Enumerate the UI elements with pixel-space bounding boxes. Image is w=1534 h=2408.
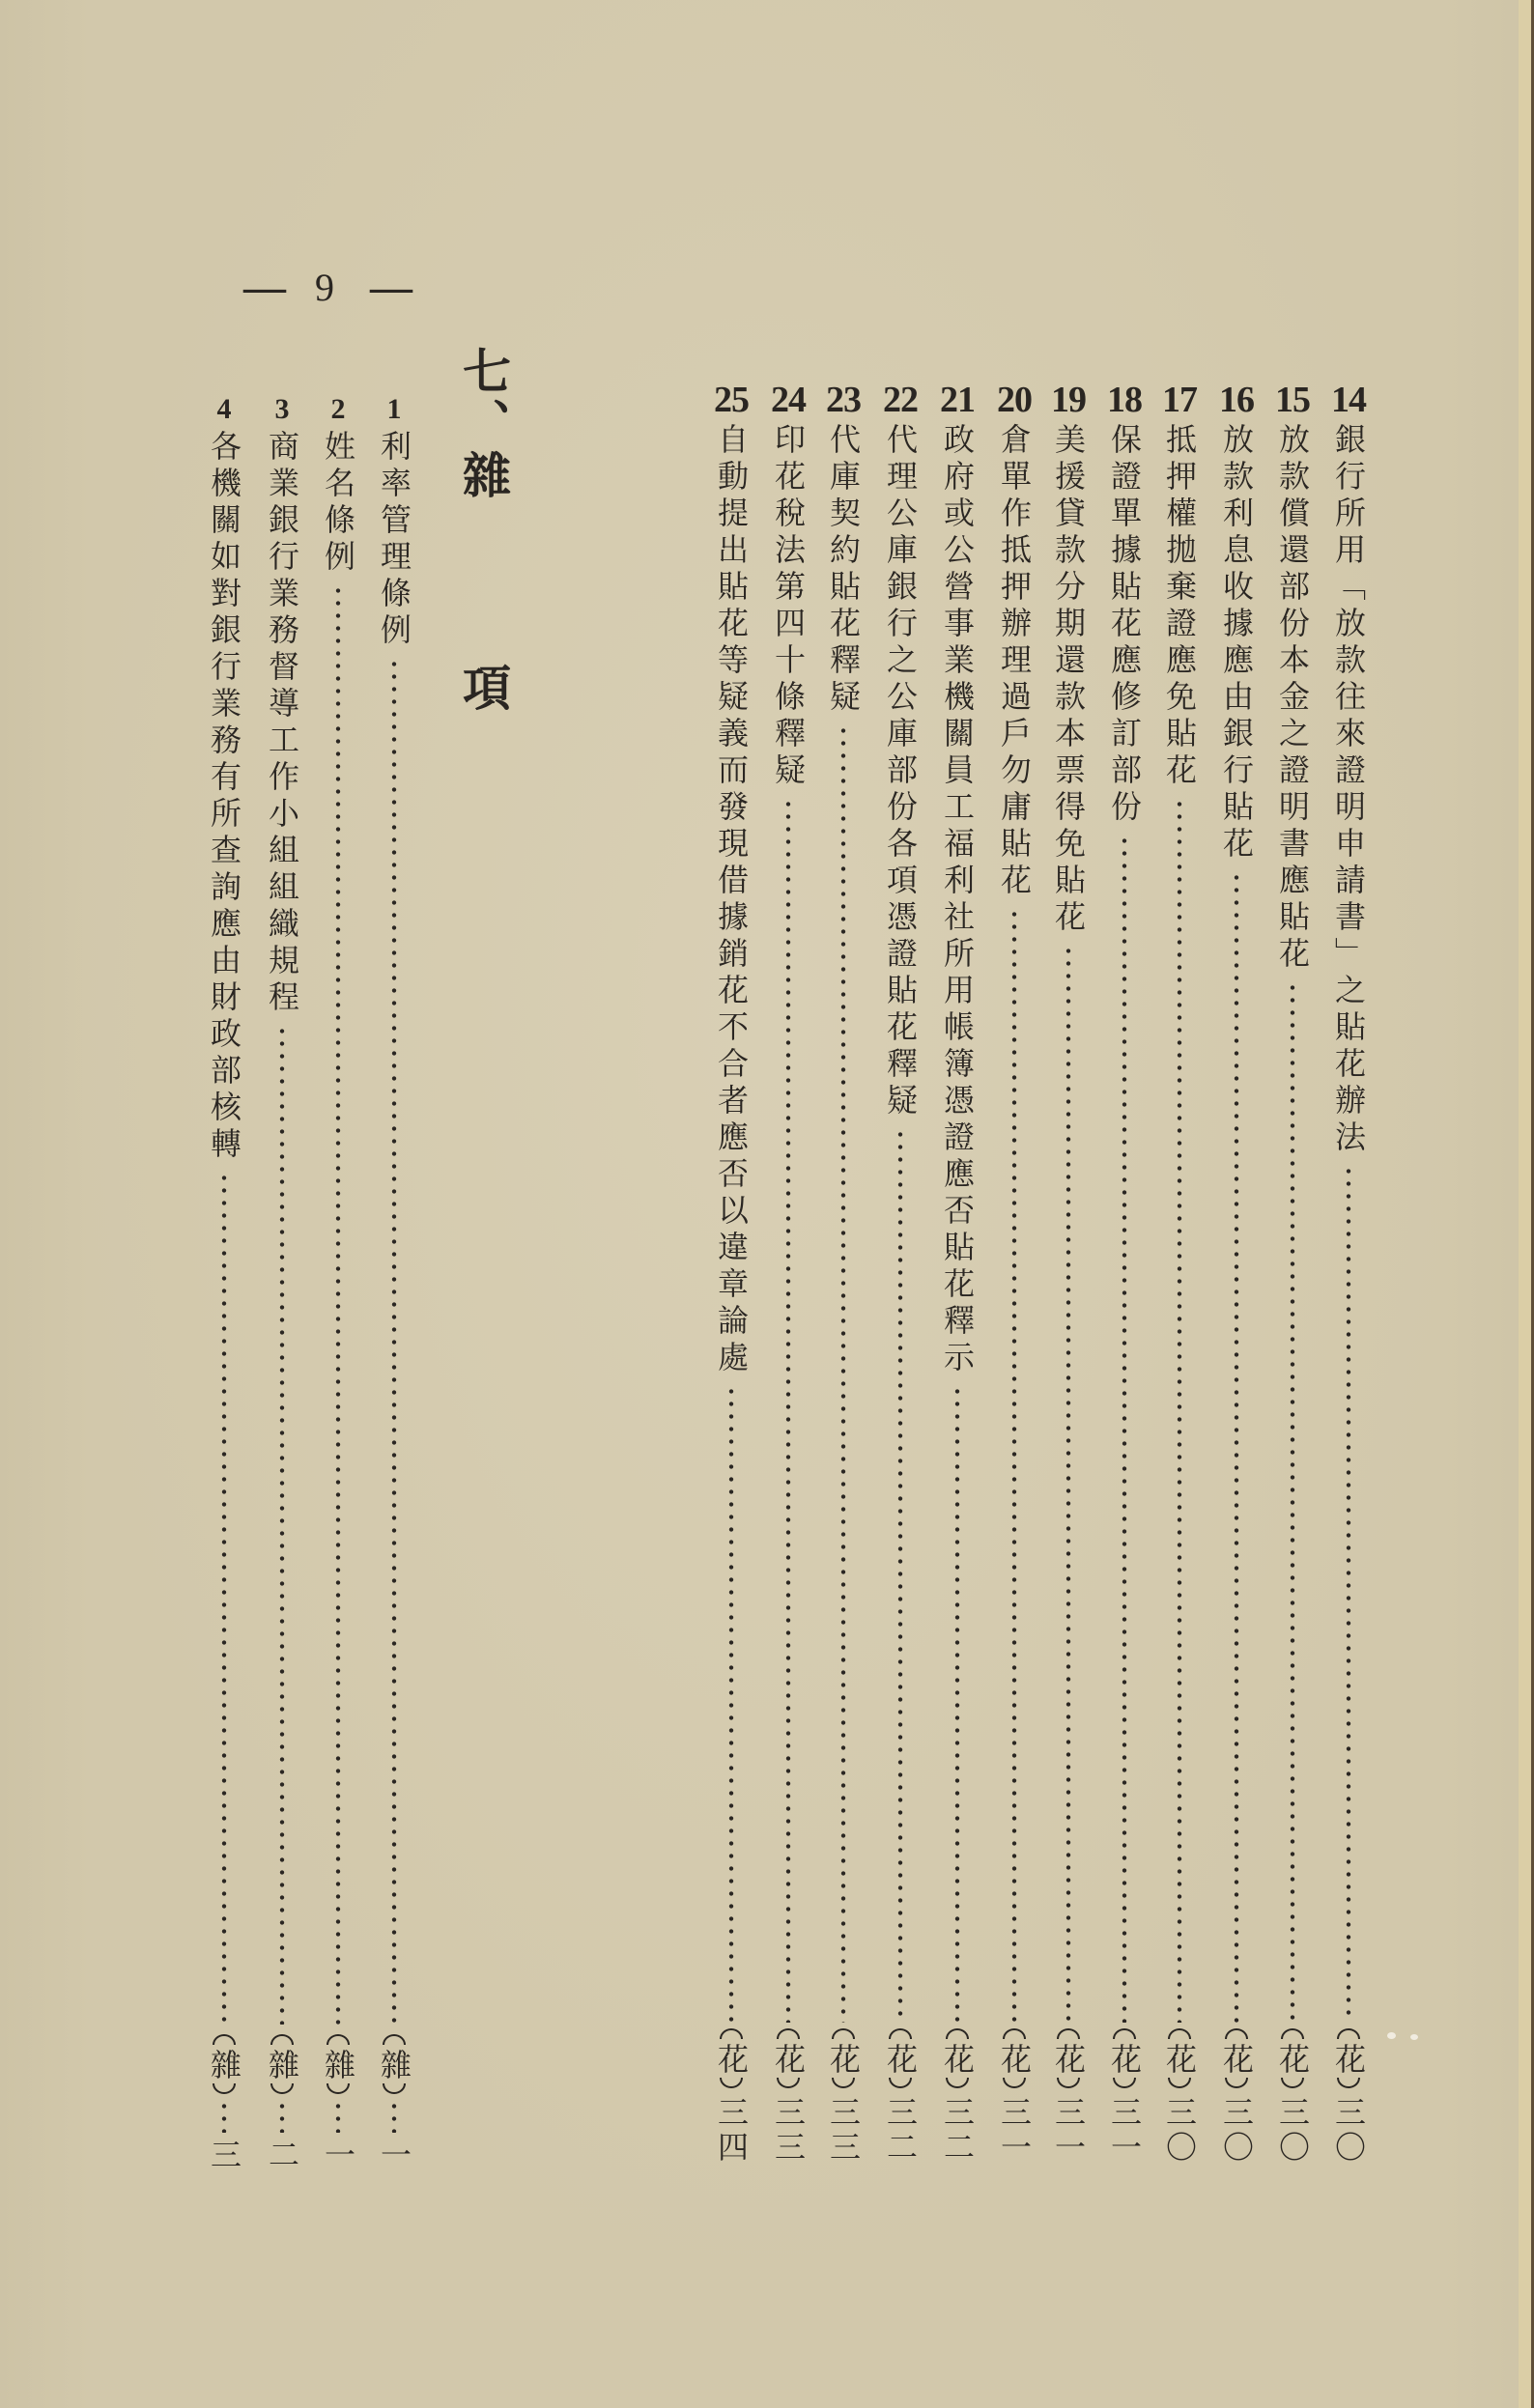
section-title — [456, 346, 510, 502]
dot-leader-short — [334, 2100, 342, 2133]
entry-reference — [712, 2028, 751, 2166]
toc-entry-3 — [261, 393, 303, 2173]
paren-close — [1225, 2078, 1248, 2088]
entry-title: 各機關如對銀行業務有所查詢應由財政部核轉 — [206, 430, 242, 1164]
dot-leader — [727, 1385, 735, 2023]
paren-close — [383, 2083, 406, 2094]
reference-page: 一 — [320, 2139, 356, 2173]
entry-number: 19 — [1051, 380, 1086, 420]
reference-page: 三〇 — [1218, 2096, 1255, 2166]
toc-entry-16 — [1215, 380, 1258, 2166]
paren-close — [720, 2078, 743, 2088]
entry-title: 放款償還部份本金之證明書應貼花 — [1274, 423, 1311, 974]
page-edge-strip — [1519, 0, 1531, 2408]
section-title-tail — [456, 663, 510, 715]
reference-page: 三一 — [1050, 2096, 1087, 2166]
paren-close — [1057, 2078, 1080, 2088]
entry-number: 14 — [1331, 380, 1366, 420]
paren-open — [889, 2028, 912, 2039]
dot-leader-short — [390, 2100, 398, 2133]
toc-entry-15 — [1271, 380, 1314, 2166]
section-title-char-1: 雜 — [455, 450, 511, 502]
toc-entry-18 — [1103, 380, 1146, 2166]
reference-category: 雜 — [206, 2049, 242, 2080]
paren-close — [270, 2083, 294, 2094]
entry-title: 印花稅法第四十條釋疑 — [770, 423, 807, 790]
entry-reference — [263, 2034, 301, 2173]
reference-page: 三四 — [713, 2096, 750, 2166]
dot-leader — [1010, 908, 1018, 2023]
dot-leader — [1289, 981, 1296, 2023]
paren-close — [327, 2083, 350, 2094]
toc-entry-24 — [767, 380, 810, 2166]
entry-title: 姓名條例 — [320, 430, 356, 577]
paren-close — [1281, 2078, 1304, 2088]
entry-reference — [1160, 2028, 1199, 2166]
paren-open — [1168, 2028, 1191, 2039]
entry-title: 自動提出貼花等疑義而發現借據銷花不合者應否以違章論處 — [713, 423, 750, 1377]
reference-category: 花 — [882, 2043, 919, 2074]
entry-reference — [319, 2034, 357, 2173]
dot-leader — [1121, 835, 1128, 2023]
reference-category: 花 — [1274, 2043, 1311, 2074]
paren-open — [946, 2028, 969, 2039]
entry-reference — [1329, 2028, 1368, 2166]
section-separator: 、 — [455, 398, 511, 450]
entry-number: 20 — [997, 380, 1032, 420]
entry-number: 22 — [883, 380, 918, 420]
paren-close — [1003, 2078, 1026, 2088]
entry-number: 18 — [1107, 380, 1142, 420]
entry-reference — [1217, 2028, 1256, 2166]
entry-title: 放款利息收據應由銀行貼花 — [1218, 423, 1255, 864]
entry-number: 16 — [1219, 380, 1254, 420]
page-number: 9 — [315, 266, 334, 309]
section-numeral: 七 — [455, 346, 511, 398]
dot-leader — [784, 798, 792, 2023]
entry-number: 23 — [826, 380, 861, 420]
toc-entry-1 — [373, 393, 415, 2173]
entry-reference — [1049, 2028, 1088, 2166]
reference-category: 花 — [1106, 2043, 1143, 2074]
paren-close — [777, 2078, 800, 2088]
entry-title: 政府或公營事業機關員工福利社所用帳簿憑證應否貼花釋示 — [939, 423, 976, 1377]
entry-reference — [769, 2028, 808, 2166]
reference-category: 花 — [1330, 2043, 1367, 2074]
page-number-left-dash: — — [243, 264, 286, 311]
entry-number: 15 — [1275, 380, 1310, 420]
paren-open — [383, 2034, 406, 2045]
paren-close — [832, 2078, 855, 2088]
paren-close — [1168, 2078, 1191, 2088]
reference-category: 雜 — [264, 2049, 300, 2080]
entry-reference — [205, 2034, 243, 2173]
toc-entry-21 — [936, 380, 979, 2166]
toc-entry-20 — [993, 380, 1036, 2166]
reference-page: 三二 — [882, 2096, 919, 2166]
dot-leader-short — [278, 2100, 286, 2133]
paren-open — [832, 2028, 855, 2039]
reference-page: 三 — [206, 2139, 242, 2173]
paren-open — [1113, 2028, 1136, 2039]
toc-entry-14 — [1327, 380, 1370, 2166]
paren-close — [889, 2078, 912, 2088]
toc-entry-4 — [203, 393, 245, 2173]
reference-category: 雜 — [376, 2049, 412, 2080]
reference-page: 三二 — [939, 2096, 976, 2166]
entry-number: 17 — [1162, 380, 1197, 420]
paren-open — [1003, 2028, 1026, 2039]
dot-leader — [1176, 798, 1183, 2023]
reference-page: 三〇 — [1330, 2096, 1367, 2166]
paren-open — [1281, 2028, 1304, 2039]
entry-reference — [881, 2028, 920, 2166]
paren-close — [946, 2078, 969, 2088]
reference-category: 花 — [1218, 2043, 1255, 2074]
entry-reference — [995, 2028, 1034, 2166]
entry-number: 25 — [714, 380, 749, 420]
toc-entry-25 — [710, 380, 753, 2166]
paren-open — [1057, 2028, 1080, 2039]
paren-open — [1225, 2028, 1248, 2039]
paren-close — [1337, 2078, 1360, 2088]
toc-entry-23 — [822, 380, 865, 2166]
reference-category: 花 — [713, 2043, 750, 2074]
entry-title: 保證單據貼花應修訂部份 — [1106, 423, 1143, 827]
entry-title: 倉單作抵押辦理過戶勿庸貼花 — [996, 423, 1033, 900]
entry-reference — [938, 2028, 977, 2166]
entry-title: 美援貸款分期還款本票得免貼花 — [1050, 423, 1087, 937]
toc-entry-2 — [317, 393, 359, 2173]
entry-number: 4 — [216, 393, 232, 425]
reference-page: 三一 — [996, 2096, 1033, 2166]
reference-category: 花 — [1050, 2043, 1087, 2074]
paren-close — [213, 2083, 236, 2094]
dot-leader — [220, 1172, 228, 2025]
dot-leader — [953, 1385, 961, 2023]
paren-open — [777, 2028, 800, 2039]
reference-page: 三三 — [770, 2096, 807, 2166]
entry-number: 21 — [940, 380, 975, 420]
entry-number: 24 — [771, 380, 806, 420]
reference-category: 花 — [996, 2043, 1033, 2074]
paren-open — [1337, 2028, 1360, 2039]
dot-leader — [1065, 945, 1072, 2023]
reference-page: 三〇 — [1274, 2096, 1311, 2166]
paren-open — [270, 2034, 294, 2045]
dot-leader — [1345, 1165, 1352, 2023]
dot-leader — [390, 658, 398, 2025]
reference-category: 花 — [770, 2043, 807, 2074]
entry-title: 抵押權拋棄證應免貼花 — [1161, 423, 1198, 790]
entry-title: 利率管理條例 — [376, 430, 412, 650]
toc-entry-22 — [879, 380, 922, 2166]
entry-title: 代理公庫銀行之公庫部份各項憑證貼花釋疑 — [882, 423, 919, 1120]
entry-title: 商業銀行業務督導工作小組組織規程 — [264, 430, 300, 1017]
paren-open — [213, 2034, 236, 2045]
dot-leader — [278, 1025, 286, 2025]
entry-number: 2 — [330, 393, 346, 425]
entry-reference — [1273, 2028, 1312, 2166]
entry-reference — [824, 2028, 863, 2166]
entry-reference — [375, 2034, 413, 2173]
dot-leader — [896, 1128, 904, 2023]
reference-category: 花 — [1161, 2043, 1198, 2074]
toc-entry-19 — [1047, 380, 1090, 2166]
page-number-right-dash: — — [370, 264, 412, 311]
entry-number: 3 — [274, 393, 290, 425]
paren-open — [720, 2028, 743, 2039]
reference-page: 三三 — [825, 2096, 862, 2166]
reference-page: 二 — [264, 2139, 300, 2173]
dot-leader — [1233, 871, 1240, 2023]
paren-open — [327, 2034, 350, 2045]
dot-leader — [334, 584, 342, 2025]
paren-close — [1113, 2078, 1136, 2088]
reference-page: 三一 — [1106, 2096, 1143, 2166]
reference-page: 三〇 — [1161, 2096, 1198, 2166]
paper-hole — [1410, 2034, 1418, 2040]
entry-number: 1 — [386, 393, 402, 425]
entry-title: 代庫契約貼花釋疑 — [825, 423, 862, 717]
dot-leader — [839, 724, 847, 2023]
reference-page: 一 — [376, 2139, 412, 2173]
entry-reference — [1105, 2028, 1144, 2166]
reference-category: 雜 — [320, 2049, 356, 2080]
toc-entry-17 — [1158, 380, 1201, 2166]
paper-hole — [1387, 2032, 1396, 2039]
dot-leader-short — [220, 2100, 228, 2133]
reference-category: 花 — [939, 2043, 976, 2074]
section-title-char-2: 項 — [455, 663, 511, 715]
reference-category: 花 — [825, 2043, 862, 2074]
entry-title: 銀行所用「放款往來證明申請書」之貼花辦法 — [1330, 423, 1367, 1157]
